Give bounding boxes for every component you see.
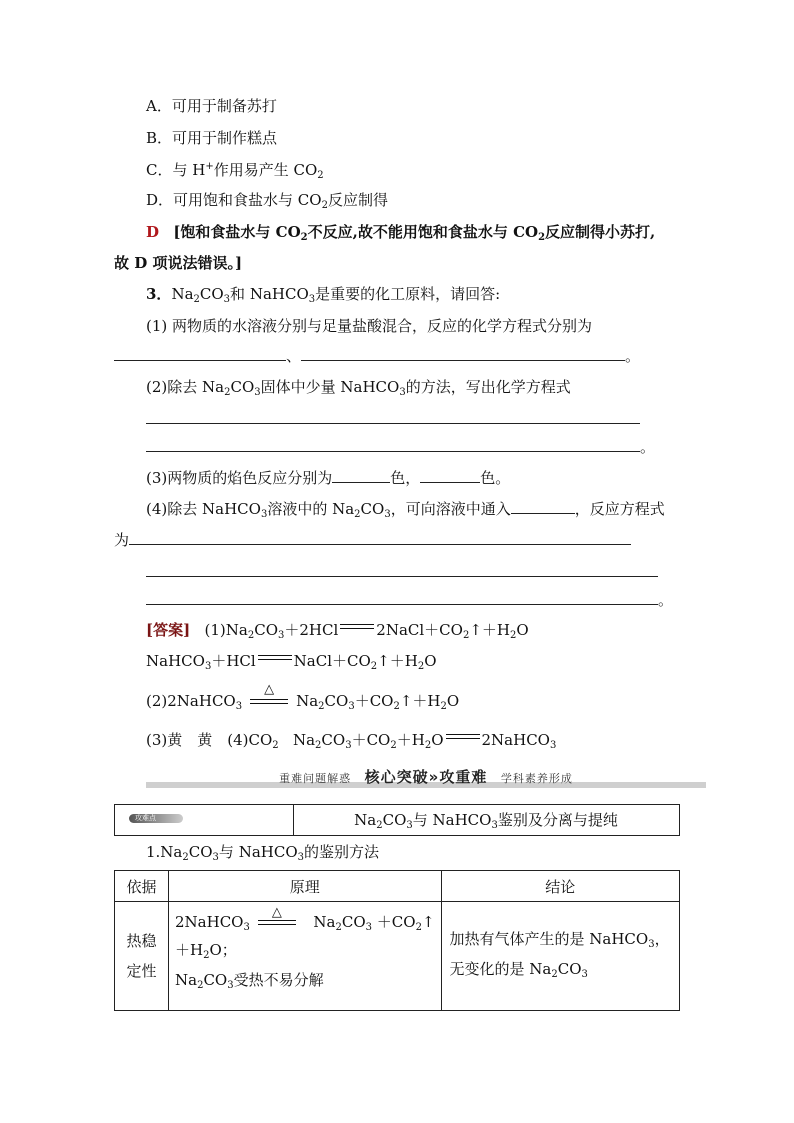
q3-part4-blank: 。	[146, 590, 673, 610]
equals-sign-icon	[340, 622, 374, 634]
q3-intro: 3．$Na_2CO_3$和 NaHCO$_3$是重要的化工原料，请回答:	[146, 285, 501, 305]
answer-blank[interactable]	[129, 530, 631, 545]
option-a: A．可用于制备苏打	[146, 97, 277, 115]
answer3-line3: (2)2NaHCO$_3$ △ $Na_2CO_3+CO_2↑+H_2O$	[146, 682, 460, 712]
answer-blank[interactable]	[146, 437, 640, 452]
answer3-line2: NaHCO$_3$＋HCl $NaCl+CO_2↑+H_2O$	[146, 652, 437, 672]
answer-line[interactable]	[146, 423, 640, 424]
principle-cell: 2NaHCO$_3$ △ $Na_2CO_3$ $+CO_2↑$ $+H_2O$； $Na_2CO_3$受热不易分解	[169, 902, 442, 1011]
topic-title: $Na_2CO_3$与 NaHCO$_3$鉴别及分离与提纯	[354, 811, 618, 831]
header-conclusion: 结论	[441, 871, 679, 902]
answer3-line1: [答案] $(1)Na_2CO_3+2HCl$ $2NaCl+CO_2↑+H_2O$	[146, 621, 529, 641]
answer-blank[interactable]	[146, 590, 658, 605]
q3-part2: (2)除去 $Na_2CO_3$固体中少量 NaHCO$_3$的方法，写出化学方程式	[146, 378, 571, 398]
option-c: C．与 H+作用易产生 $CO_2$	[146, 161, 324, 181]
header-basis: 依据	[115, 871, 169, 902]
heat-condition-icon: △	[248, 690, 290, 710]
q3-part3: (3)两物质的焰色反应分别为 色， 色。	[146, 469, 511, 487]
q3-part4-line2: 为	[114, 530, 631, 550]
header-principle: 原理	[169, 871, 442, 902]
answer-blank[interactable]	[332, 468, 390, 483]
identification-table	[114, 870, 680, 1011]
option-b: B．可用于制作糕点	[146, 129, 278, 147]
answer-blank[interactable]	[511, 499, 575, 514]
answer-line[interactable]	[146, 576, 658, 577]
topic-header	[114, 804, 680, 836]
answer-blank[interactable]	[114, 346, 286, 361]
equals-sign-icon	[446, 732, 480, 744]
answer-blank[interactable]	[420, 468, 480, 483]
section-heading: $1.Na_2CO_3$与 NaHCO$_3$的鉴别方法	[146, 843, 380, 863]
answer-q2-line2: 故 D 项说法错误。]	[114, 254, 243, 272]
q3-part1-blanks: 、 。	[114, 346, 640, 366]
conclusion-cell: 加热有气体产生的是 NaHCO$_3$， 无变化的是 $Na_2CO_3$	[441, 902, 679, 1011]
option-d: D．可用饱和食盐水与 $CO_2$反应制得	[146, 191, 388, 211]
answer-blank[interactable]	[301, 346, 625, 361]
topic-tag: 攻难点	[129, 814, 183, 823]
section-banner: 重难问题解惑 核心突破»攻重难 学科素养形成	[146, 766, 706, 792]
answer-q2: D [饱和食盐水与 $CO_2$不反应,故不能用饱和食盐水与 $CO_2$反应制得小苏打,	[146, 223, 656, 243]
q3-part2-blank: 。	[146, 437, 655, 457]
basis-cell: 热稳 定性	[115, 902, 169, 1011]
heat-condition-icon: △	[256, 911, 298, 931]
answer3-line4: (3)黄 黄 $(4)CO_2$ $Na_2CO_3+CO_2+H_2O$ 2NaHCO$_3$	[146, 731, 557, 751]
q3-part1: (1) 两物质的水溶液分别与足量盐酸混合，反应的化学方程式分别为	[146, 317, 593, 335]
equals-sign-icon	[258, 653, 292, 665]
q3-part4: (4)除去 NaHCO$_3$溶液中的 $Na_2CO_3$，可向溶液中通入 ，反应方程式	[146, 500, 665, 520]
